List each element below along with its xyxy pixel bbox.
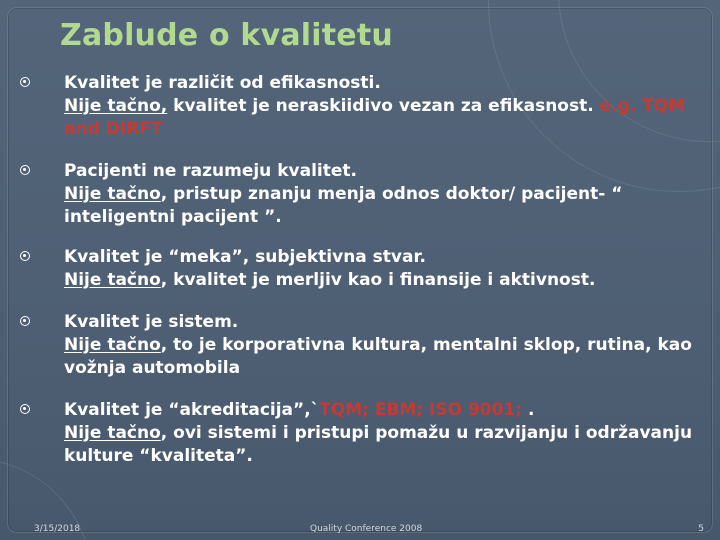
list-item <box>20 72 700 141</box>
circle-bullet-icon <box>20 165 30 175</box>
claim-text: Pacijenti ne razumeju kvalitet. <box>64 161 357 181</box>
circle-bullet-icon <box>20 77 30 87</box>
list-item <box>20 311 700 380</box>
circle-bullet-icon <box>20 404 30 414</box>
rebuttal-prefix: Nije tačno <box>64 335 161 355</box>
bullet-list <box>20 72 700 487</box>
list-item <box>20 246 700 292</box>
rebuttal-text <box>64 95 700 141</box>
highlight-text: TQM; EBM; ISO 9001; <box>319 400 523 420</box>
footer-conference: Quality Conference 2008 <box>310 524 423 534</box>
rebuttal-prefix: Nije tačno, <box>64 96 168 116</box>
claim-after: . <box>522 400 535 420</box>
rebuttal-body: , kvalitet je merljiv kao i finansije i aktivnost. <box>160 270 596 290</box>
rebuttal-prefix: Nije tačno <box>64 270 161 290</box>
rebuttal-text <box>64 269 700 292</box>
circle-bullet-icon <box>20 316 30 326</box>
rebuttal-body: , to je korporativna kultura, mentalni sklop, rutina, kao vožnja automobila <box>64 335 692 378</box>
claim-text: Kvalitet je sistem. <box>64 312 239 332</box>
slide-title: Zablude o kvalitetu <box>60 18 393 53</box>
claim-text: Kvalitet je “meka”, subjektivna stvar. <box>64 247 426 267</box>
claim-text <box>64 399 700 422</box>
footer-date: 3/15/2018 <box>34 524 81 534</box>
circle-bullet-icon <box>20 251 30 261</box>
rebuttal-text <box>64 422 700 468</box>
claim-text: Kvalitet je različit od efikasnosti. <box>64 73 381 93</box>
rebuttal-prefix: Nije tačno <box>64 184 161 204</box>
highlight-text: e.g. TQM and DIRFT <box>64 96 686 139</box>
rebuttal-text <box>64 334 700 380</box>
rebuttal-body: , pristup znanju menja odnos doktor/ pacijent- “ inteligentni pacijent ”. <box>64 184 623 227</box>
rebuttal-body: , ovi sistemi i pristupi pomažu u razvijanju i održavanju kulture “kvaliteta”. <box>64 423 693 466</box>
rebuttal-body: kvalitet je neraskiidivo vezan za efikasnost. <box>167 96 600 116</box>
list-item <box>20 399 700 468</box>
claim-before: Kvalitet je “akreditacija”,` <box>64 400 320 420</box>
rebuttal-prefix: Nije tačno <box>64 423 161 443</box>
rebuttal-text <box>64 183 700 229</box>
page-number: 5 <box>698 524 704 534</box>
list-item <box>20 160 700 229</box>
